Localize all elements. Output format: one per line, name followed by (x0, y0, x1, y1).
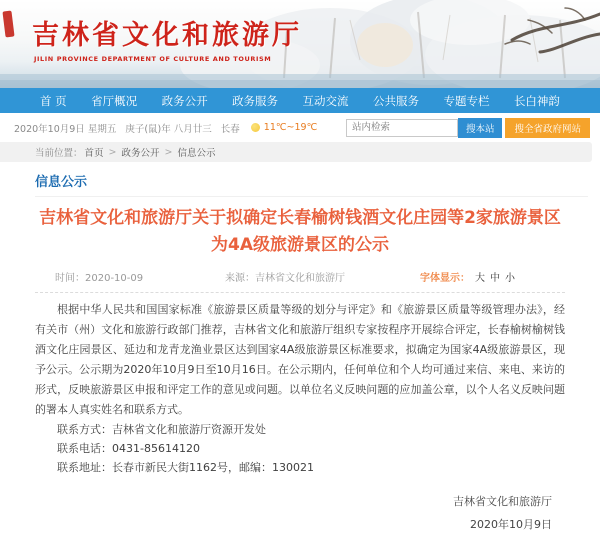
article-title: 吉林省文化和旅游厅关于拟确定长春榆树钱酒文化庄园等2家旅游景区为4A级旅游景区的公示 (39, 208, 561, 255)
contact-phone: 联系电话：0431-85614120 (57, 442, 200, 455)
nav-item-gov-affairs[interactable]: 政务公开 (161, 93, 208, 108)
breadcrumb-separator: > (164, 146, 173, 158)
meta-source (225, 269, 420, 284)
nav-item-home[interactable]: 首 页 (40, 93, 67, 108)
meta-time-label: 时间： (55, 273, 85, 284)
site-title: 吉林省文化和旅游厅 (32, 20, 302, 51)
nav-item-public-services[interactable]: 公共服务 (373, 93, 419, 108)
info-bar (0, 113, 600, 142)
search-box (346, 118, 590, 138)
city-label: 长春 (220, 123, 240, 135)
nav-item-overview[interactable]: 省厅概况 (91, 93, 138, 108)
search-input[interactable] (346, 119, 458, 137)
font-size-small[interactable]: 小 (505, 273, 515, 284)
meta-source-value: 吉林省文化和旅游厅 (255, 273, 345, 284)
nav-item-gov-services[interactable]: 政务服务 (232, 93, 279, 108)
site-banner (0, 0, 600, 88)
site-subtitle: JILIN PROVINCE DEPARTMENT OF CULTURE AND TOURISM (34, 55, 272, 63)
article-meta (35, 269, 565, 293)
date-text: 2020年10月9日 星期五 (14, 123, 117, 135)
section-title: 信息公示 (35, 167, 588, 197)
breadcrumb-info-notice[interactable]: 信息公示 (177, 148, 216, 159)
font-size-large[interactable]: 大 (475, 273, 485, 284)
signature-org: 吉林省文化和旅游厅 (453, 495, 552, 508)
meta-font-control (420, 269, 515, 284)
meta-source-label: 来源： (225, 273, 255, 284)
sun-icon (251, 123, 260, 132)
meta-time (35, 269, 225, 284)
breadcrumb-home[interactable]: 首页 (84, 148, 104, 159)
nav-item-changbai[interactable]: 长白神韵 (513, 93, 560, 108)
article-body (35, 300, 565, 477)
nav-item-special-topics[interactable]: 专题专栏 (443, 93, 490, 108)
font-size-medium[interactable]: 中 (490, 273, 500, 284)
breadcrumb-label: 当前位置： (35, 148, 83, 159)
article-paragraph: 根据中华人民共和国国家标准《旅游景区质量等级的划分与评定》和《旅游景区质量等级管理办法》，经有关市（州）文化和旅游行政部门推荐，吉林省文化和旅游厅组织专家按程序开展综合评定，长春榆树榆树钱酒文化庄园景区、延边和龙青龙渔业景区达到国家4A级旅游景区标准要求，拟确定为国家4A级旅游景区，现予公示。公示期为2020年10月9日至10月16日。在公示期内，任何单位和个人均可通过来信、来电、来访的形式，反映旅游景区申报和评定工作的意见或问题。以单位名义反映问题的应加盖公章，以个人名义反映问题的署本人真实姓名和联系方式。 (35, 303, 565, 416)
lunar-date-text: 庚子(鼠)年 八月廿三 (125, 123, 212, 135)
article-signature (0, 490, 600, 536)
meta-time-value: 2020-10-09 (85, 273, 144, 284)
nav-item-interaction[interactable]: 互动交流 (302, 93, 349, 108)
site-logo (32, 13, 302, 63)
breadcrumb-separator: > (108, 146, 117, 158)
temperature-text: 11℃~19℃ (263, 122, 318, 133)
main-nav (0, 88, 600, 113)
signature-date: 2020年10月9日 (470, 518, 552, 531)
breadcrumb (0, 142, 592, 162)
search-site-button[interactable]: 搜本站 (458, 118, 503, 138)
search-gov-button[interactable]: 搜全省政府网站 (505, 118, 590, 138)
font-size-label: 字体显示： (420, 273, 470, 284)
breadcrumb-gov-affairs[interactable]: 政务公开 (121, 148, 160, 159)
contact-address: 联系地址：长春市新民大街1162号，邮编：130021 (57, 461, 314, 474)
contact-department: 联系方式：吉林省文化和旅游厅资源开发处 (57, 423, 266, 436)
